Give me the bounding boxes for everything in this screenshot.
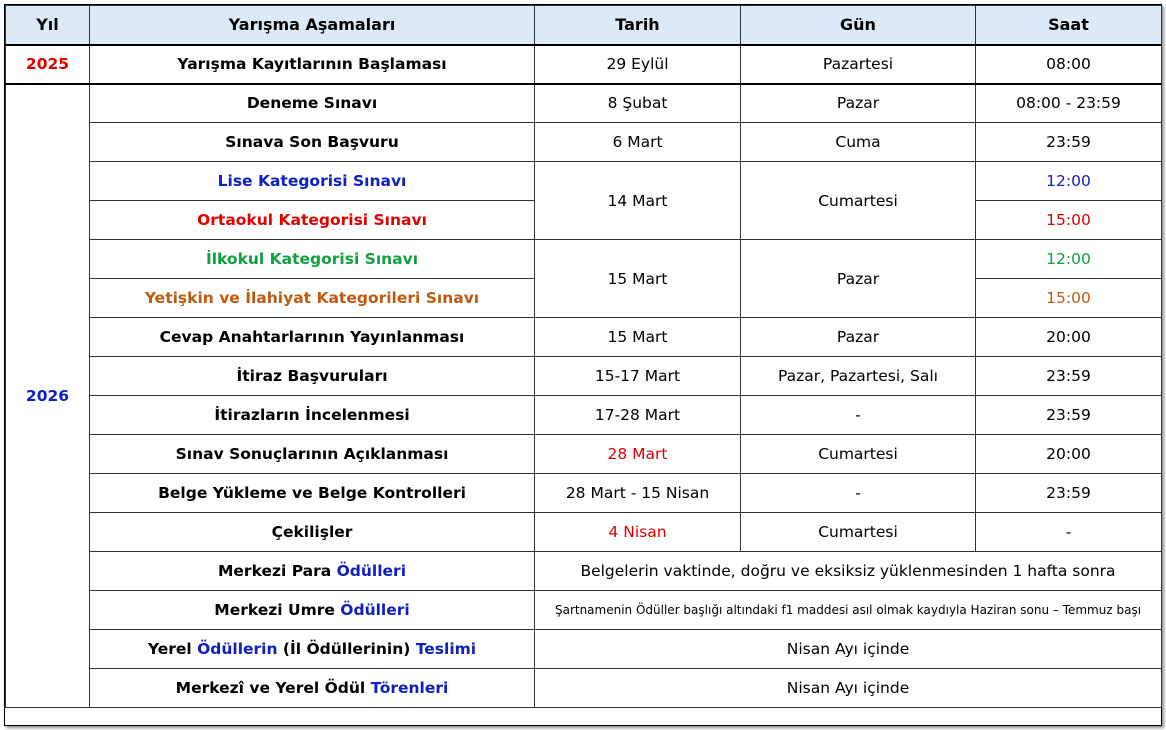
time-cell: - bbox=[976, 513, 1162, 552]
table-row bbox=[6, 552, 1162, 591]
time-cell: 20:00 bbox=[976, 318, 1162, 357]
table-row bbox=[6, 357, 1162, 396]
table-row bbox=[6, 396, 1162, 435]
time-cell: 12:00 bbox=[976, 162, 1162, 201]
time-cell: 23:59 bbox=[976, 396, 1162, 435]
table-row bbox=[6, 84, 1162, 123]
info-cell: Nisan Ayı içinde bbox=[535, 669, 1162, 708]
competition-schedule-table bbox=[5, 5, 1162, 708]
day-cell: Pazar bbox=[741, 318, 976, 357]
table-row bbox=[6, 669, 1162, 708]
day-cell: - bbox=[741, 474, 976, 513]
time-cell: 08:00 bbox=[976, 45, 1162, 84]
phase-cell: İtirazların İncelenmesi bbox=[90, 396, 535, 435]
phase-cell: Sınava Son Başvuru bbox=[90, 123, 535, 162]
time-cell: 23:59 bbox=[976, 357, 1162, 396]
table-row bbox=[6, 240, 1162, 279]
day-cell: Pazar, Pazartesi, Salı bbox=[741, 357, 976, 396]
phase-cell: Sınav Sonuçlarının Açıklanması bbox=[90, 435, 535, 474]
info-cell: Şartnamenin Ödüller başlığı altındaki f1 maddesi asıl olmak kaydıyla Haziran sonu – Temmuz başı bbox=[535, 591, 1162, 630]
table-row bbox=[6, 630, 1162, 669]
table-row bbox=[6, 591, 1162, 630]
header-row bbox=[6, 6, 1162, 45]
phase-cell: Cevap Anahtarlarının Yayınlanması bbox=[90, 318, 535, 357]
date-cell: 15-17 Mart bbox=[535, 357, 741, 396]
year-2026-cell: 2026 bbox=[6, 84, 90, 708]
day-cell: Pazartesi bbox=[741, 45, 976, 84]
phase-highlight: Ödüllerin bbox=[197, 640, 278, 658]
phase-cell: Yarışma Kayıtlarının Başlaması bbox=[90, 45, 535, 84]
phase-highlight: Teslimi bbox=[415, 640, 477, 658]
date-cell: 14 Mart bbox=[535, 162, 741, 240]
phase-cell: Yetişkin ve İlahiyat Kategorileri Sınavı bbox=[90, 279, 535, 318]
day-cell: Pazar bbox=[741, 84, 976, 123]
phase-text: (İl Ödüllerinin) bbox=[277, 640, 416, 658]
table-row bbox=[6, 513, 1162, 552]
phase-text: Merkezi Para bbox=[217, 562, 337, 580]
table-row bbox=[6, 474, 1162, 513]
date-cell: 4 Nisan bbox=[535, 513, 741, 552]
day-cell: Cumartesi bbox=[741, 513, 976, 552]
phase-cell: Ortaokul Kategorisi Sınavı bbox=[90, 201, 535, 240]
day-cell: Cumartesi bbox=[741, 162, 976, 240]
day-cell: Pazar bbox=[741, 240, 976, 318]
info-cell: Belgelerin vaktinde, doğru ve eksiksiz yüklenmesinden 1 hafta sonra bbox=[535, 552, 1162, 591]
date-cell: 15 Mart bbox=[535, 318, 741, 357]
table-row bbox=[6, 435, 1162, 474]
phase-cell: İlkokul Kategorisi Sınavı bbox=[90, 240, 535, 279]
phase-cell: Lise Kategorisi Sınavı bbox=[90, 162, 535, 201]
date-cell: 28 Mart bbox=[535, 435, 741, 474]
phase-text: Yerel bbox=[147, 640, 198, 658]
info-cell: Nisan Ayı içinde bbox=[535, 630, 1162, 669]
phase-cell: Deneme Sınavı bbox=[90, 84, 535, 123]
header-time: Saat bbox=[976, 6, 1162, 45]
day-cell: Cumartesi bbox=[741, 435, 976, 474]
date-cell: 28 Mart - 15 Nisan bbox=[535, 474, 741, 513]
time-cell: 15:00 bbox=[976, 279, 1162, 318]
date-cell: 6 Mart bbox=[535, 123, 741, 162]
date-cell: 8 Şubat bbox=[535, 84, 741, 123]
phase-cell: İtiraz Başvuruları bbox=[90, 357, 535, 396]
date-cell: 29 Eylül bbox=[535, 45, 741, 84]
header-phase: Yarışma Aşamaları bbox=[90, 6, 535, 45]
day-cell: - bbox=[741, 396, 976, 435]
table-row bbox=[6, 123, 1162, 162]
time-cell: 23:59 bbox=[976, 123, 1162, 162]
year-2025-cell: 2025 bbox=[6, 45, 90, 84]
time-cell: 08:00 - 23:59 bbox=[976, 84, 1162, 123]
date-cell: 15 Mart bbox=[535, 240, 741, 318]
header-date: Tarih bbox=[535, 6, 741, 45]
phase-cell bbox=[90, 552, 535, 591]
phase-cell: Belge Yükleme ve Belge Kontrolleri bbox=[90, 474, 535, 513]
table-row bbox=[6, 318, 1162, 357]
time-cell: 12:00 bbox=[976, 240, 1162, 279]
phase-highlight: Ödülleri bbox=[336, 562, 407, 580]
table-row bbox=[6, 162, 1162, 201]
time-cell: 15:00 bbox=[976, 201, 1162, 240]
date-cell: 17-28 Mart bbox=[535, 396, 741, 435]
day-cell: Cuma bbox=[741, 123, 976, 162]
phase-highlight: Törenleri bbox=[370, 679, 449, 697]
phase-cell bbox=[90, 591, 535, 630]
phase-highlight: Ödülleri bbox=[340, 601, 410, 619]
table-row bbox=[6, 45, 1162, 84]
phase-text: Merkezî ve Yerel Ödül bbox=[175, 679, 371, 697]
time-cell: 20:00 bbox=[976, 435, 1162, 474]
time-cell: 23:59 bbox=[976, 474, 1162, 513]
header-day: Gün bbox=[741, 6, 976, 45]
phase-cell bbox=[90, 669, 535, 708]
header-year: Yıl bbox=[6, 6, 90, 45]
phase-cell: Çekilişler bbox=[90, 513, 535, 552]
phase-text: Merkezi Umre bbox=[214, 601, 341, 619]
phase-cell bbox=[90, 630, 535, 669]
